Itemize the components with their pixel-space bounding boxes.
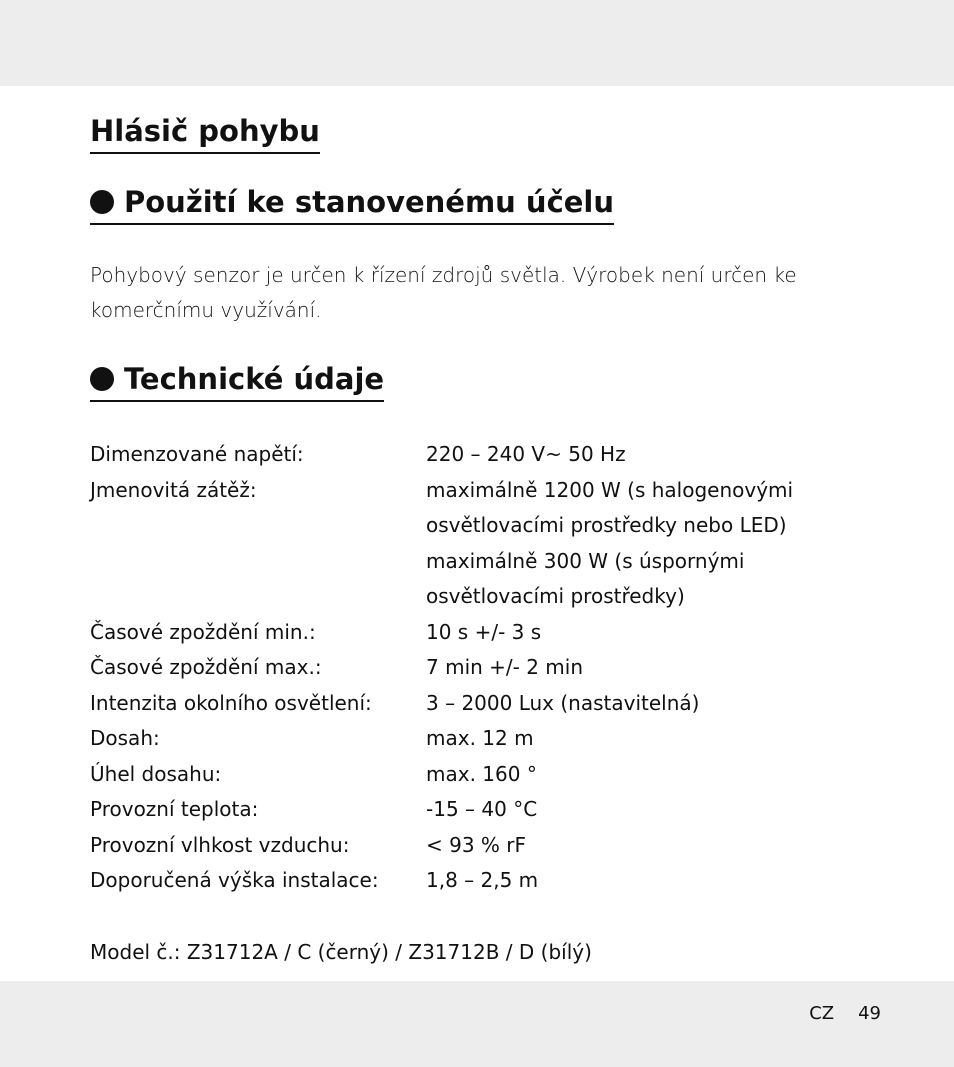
spec-value: max. 160 °	[426, 761, 537, 786]
spec-values	[426, 828, 860, 864]
section-heading-label: Použití ke stanovenému účelu	[124, 185, 615, 219]
page-footer	[809, 1000, 881, 1028]
spec-values	[426, 650, 860, 686]
spec-row	[90, 437, 860, 473]
spec-row	[90, 863, 860, 899]
spec-value: osvětlovacími prostředky)	[426, 584, 685, 608]
spec-row	[90, 615, 860, 651]
spec-value: 10 s +/- 3 s	[426, 619, 542, 644]
spec-value: 3 – 2000 Lux (nastavitelná)	[426, 690, 700, 715]
top-band	[0, 0, 954, 86]
spec-values	[426, 863, 860, 899]
section-heading-intended-use	[90, 183, 614, 225]
spec-label: Úhel dosahu:	[90, 761, 222, 786]
spec-label: Intenzita okolního osvětlení:	[90, 690, 372, 715]
spec-value: 7 min +/- 2 min	[426, 655, 584, 679]
bullet-icon	[90, 190, 114, 214]
intended-use-text: Pohybový senzor je určen k řízení zdrojů světla. Výrobek není určen ke komerčnímu využívání.	[90, 263, 797, 322]
specs-table	[90, 437, 860, 899]
spec-row	[90, 473, 860, 615]
spec-value: maximálně 1200 W (s halogenovými	[426, 477, 794, 502]
spec-value: max. 12 m	[426, 726, 534, 750]
spec-values	[426, 686, 860, 722]
spec-row	[90, 721, 860, 757]
spec-value: maximálně 300 W (s úspornými	[426, 548, 745, 573]
spec-value: 220 – 240 V~ 50 Hz	[426, 442, 626, 466]
spec-value: -15 – 40 °C	[426, 797, 538, 821]
spec-value: < 93 % rF	[426, 832, 527, 857]
spec-label: Provozní teplota:	[90, 797, 259, 821]
spec-values	[426, 721, 860, 757]
section-heading-specs	[90, 360, 384, 402]
spec-label: Časové zpoždění max.:	[90, 655, 322, 679]
spec-values	[426, 615, 860, 651]
section-heading-label: Technické údaje	[124, 362, 385, 396]
spec-row	[90, 650, 860, 686]
spec-values	[426, 757, 860, 793]
spec-row	[90, 757, 860, 793]
spec-values	[426, 437, 860, 473]
spec-value: 1,8 – 2,5 m	[426, 868, 539, 892]
page-title: Hlásič pohybu	[90, 112, 320, 154]
model-number: Model č.: Z31712A / C (černý) / Z31712B / D (bílý)	[90, 940, 592, 964]
spec-label: Doporučená výška instalace:	[90, 868, 379, 892]
bullet-icon	[90, 367, 114, 391]
spec-label: Časové zpoždění min.:	[90, 619, 316, 644]
spec-label: Jmenovitá zátěž:	[90, 477, 257, 502]
page-number: 49	[858, 1003, 881, 1024]
spec-label: Dimenzované napětí:	[90, 442, 304, 466]
spec-label: Dosah:	[90, 726, 160, 750]
spec-value: osvětlovacími prostředky nebo LED)	[426, 513, 787, 537]
language-code: CZ	[809, 1003, 835, 1024]
spec-row	[90, 828, 860, 864]
spec-values	[426, 792, 860, 828]
spec-row	[90, 686, 860, 722]
spec-row	[90, 792, 860, 828]
spec-values	[426, 473, 860, 615]
spec-label: Provozní vlhkost vzduchu:	[90, 832, 350, 857]
